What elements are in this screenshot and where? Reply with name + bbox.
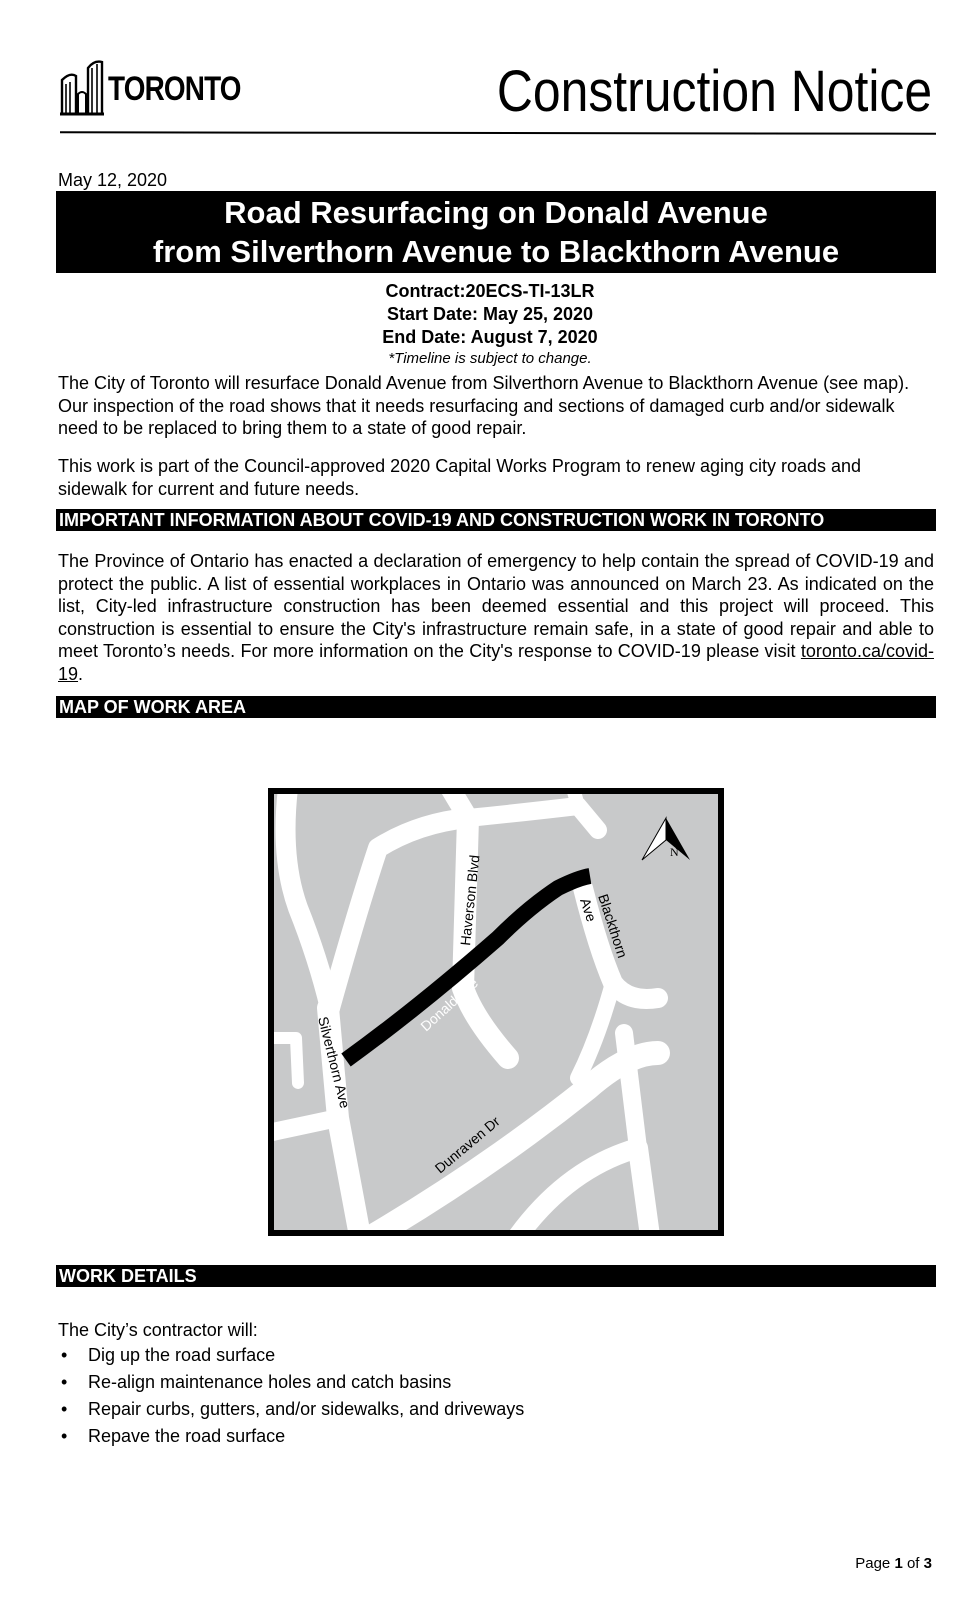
bullet: •	[61, 1426, 68, 1446]
work-details-list	[58, 1344, 524, 1452]
list-item: • Repair curbs, gutters, and/or sidewalks, and driveways	[61, 1399, 525, 1419]
list-item: • Repave the road surface	[61, 1426, 286, 1446]
start-date: Start Date: May 25, 2020	[386, 304, 594, 324]
project-title-line2: from Silverthorn Avenue to Blackthorn Avenue	[152, 234, 840, 269]
covid-paragraph	[58, 550, 934, 685]
page-number: Page 1 of 3	[855, 1555, 932, 1572]
header-divider	[60, 131, 936, 135]
work-details-heading: WORK DETAILS	[56, 1265, 936, 1287]
logo-wordmark: TORONTO	[108, 70, 241, 108]
label-blackthorn-2: Ave	[577, 895, 600, 924]
bullet: •	[61, 1345, 68, 1365]
notice-title: Construction Notice	[496, 59, 932, 124]
covid-body: The Province of Ontario has enacted a declaration of emergency to help contain the spread of COVID-19 and protect the public. A list of essential workplaces in Ontario was announced on March 23. As indicated on the list, City-led infrastructure construction has been deemed essential and this project will proceed. This construction is essential to ensure the City's infrastructure remain safe, in a state of good repair and able to meet Toronto’s needs. For more information on the City's response to COVID-19 please visit	[58, 551, 934, 661]
work-area-map	[268, 788, 724, 1236]
project-title-banner	[56, 191, 936, 273]
map-heading: MAP OF WORK AREA	[56, 696, 936, 718]
project-title-line1: Road Resurfacing on Donald Avenue	[224, 195, 768, 230]
city-hall-icon	[60, 58, 104, 116]
label-dunraven: Dunraven Dr	[431, 1113, 503, 1177]
project-meta	[0, 280, 980, 368]
end-date: End Date: August 7, 2020	[382, 327, 598, 347]
intro-paragraph-1: The City of Toronto will resurface Donald Avenue from Silverthorn Avenue to Blackthorn Avenue (see map). Our inspection of the road shows that it needs resurfacing and sections of damaged curb and/or sidewalk need to be replaced to bring them to a state of good repair.	[58, 373, 910, 438]
contract-number: Contract:20ECS-TI-13LR	[385, 281, 595, 301]
toronto-logo	[60, 58, 250, 120]
work-details-intro: The City’s contractor will:	[58, 1320, 258, 1340]
bullet: •	[61, 1372, 68, 1392]
intro-paragraph-2: This work is part of the Council-approved 2020 Capital Works Program to renew aging city roads and sidewalk for current and future needs.	[58, 456, 862, 499]
covid-info-link[interactable]: toronto.ca/covid-19	[58, 641, 934, 684]
label-donald: Donald Ave	[417, 974, 482, 1035]
notice-date: May 12, 2020	[58, 170, 168, 190]
timeline-note: *Timeline is subject to change.	[388, 350, 592, 367]
label-blackthorn-1: Blackthorn	[595, 891, 631, 960]
covid-heading: IMPORTANT INFORMATION ABOUT COVID-19 AND CONSTRUCTION WORK IN TORONTO	[56, 509, 936, 531]
label-silverthorn: Silverthorn Ave	[315, 1014, 354, 1110]
covid-trailing: .	[78, 663, 84, 684]
list-item: • Dig up the road surface	[61, 1345, 276, 1365]
list-item: • Re-align maintenance holes and catch basins	[61, 1372, 452, 1392]
north-label: N	[670, 845, 679, 859]
label-haverson: Haverson Blvd	[457, 854, 483, 947]
bullet: •	[61, 1399, 68, 1419]
